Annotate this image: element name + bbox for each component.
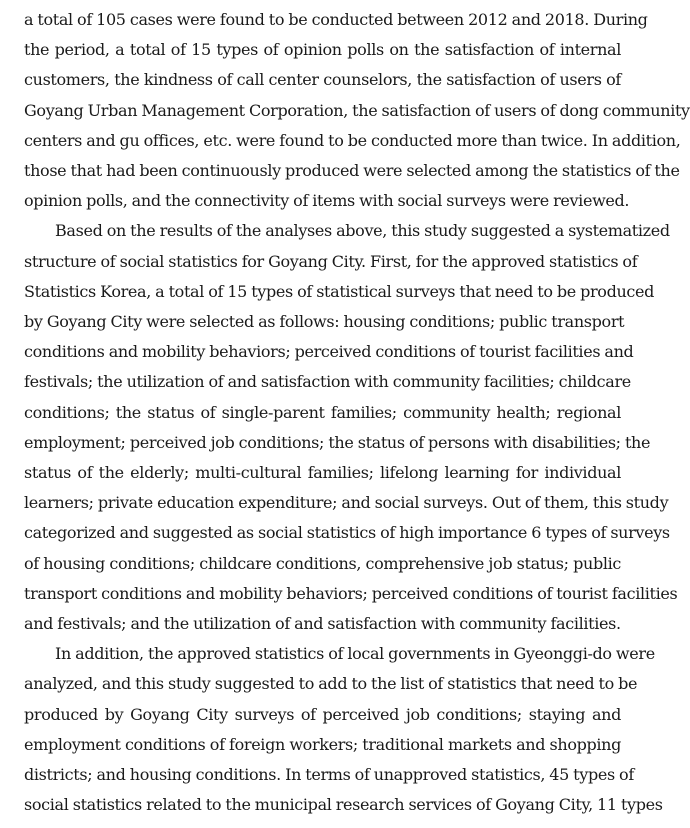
text-line: learners; private education expenditure; and social surveys. Out of them, this study (24, 493, 669, 513)
paragraph-3 (24, 639, 663, 820)
text-line: Statistics Korea, a total of 15 types of statistical surveys that need to be produced (24, 281, 655, 301)
text-line: the period, a total of 15 types of opinion polls on the satisfaction of internal (24, 40, 621, 60)
text-line: and festivals; and the utilization of and satisfaction with community facilities. (24, 614, 621, 634)
text-line: categorized and suggested as social statistics of high importance 6 types of surveys (24, 523, 670, 543)
text-line: employment; perceived job conditions; the status of persons with disabilities; the (24, 432, 651, 452)
text-line: status of the elderly; multi-cultural families; lifelong learning for individual (24, 463, 621, 483)
text-line: employment conditions of foreign workers; traditional markets and shopping (24, 734, 621, 754)
text-line: those that had been continuously produced were selected among the statistics of the (24, 161, 680, 181)
text-line: districts; and housing conditions. In terms of unapproved statistics, 45 types of (24, 765, 634, 785)
text-line: transport conditions and mobility behaviors; perceived conditions of tourist facilities (24, 583, 678, 603)
text-line: Goyang Urban Management Corporation, the satisfaction of users of dong community (24, 100, 690, 120)
text-line: conditions; the status of single-parent families; community health; regional (24, 402, 621, 422)
text-line: Based on the results of the analyses above, this study suggested a systematized (55, 221, 670, 241)
text-line: conditions and mobility behaviors; perceived conditions of tourist facilities and (24, 342, 634, 362)
text-line: by Goyang City were selected as follows: housing conditions; public transport (24, 312, 625, 332)
text-line: of housing conditions; childcare conditions, comprehensive job status; public (24, 553, 621, 573)
text-line: opinion polls, and the connectivity of items with social surveys were reviewed. (24, 191, 630, 211)
text-line: analyzed, and this study suggested to add to the list of statistics that need to be (24, 674, 638, 694)
text-line: In addition, the approved statistics of local governments in Gyeonggi-do were (55, 644, 655, 664)
text-line: customers, the kindness of call center counselors, the satisfaction of users of (24, 70, 621, 90)
text-line: a total of 105 cases were found to be conducted between 2012 and 2018. During (24, 10, 648, 29)
paragraph-2 (24, 216, 678, 639)
paragraph-1 (24, 5, 690, 216)
text-line: structure of social statistics for Goyang City. First, for the approved statistics of (24, 251, 638, 271)
text-line: centers and gu offices, etc. were found to be conducted more than twice. In addition, (24, 130, 681, 150)
text-line: produced by Goyang City surveys of perceived job conditions; staying and (24, 704, 621, 724)
text-line: social statistics related to the municipal research services of Goyang City, 11 types (24, 795, 663, 815)
text-line: festivals; the utilization of and satisfaction with community facilities; childcare (24, 372, 631, 392)
